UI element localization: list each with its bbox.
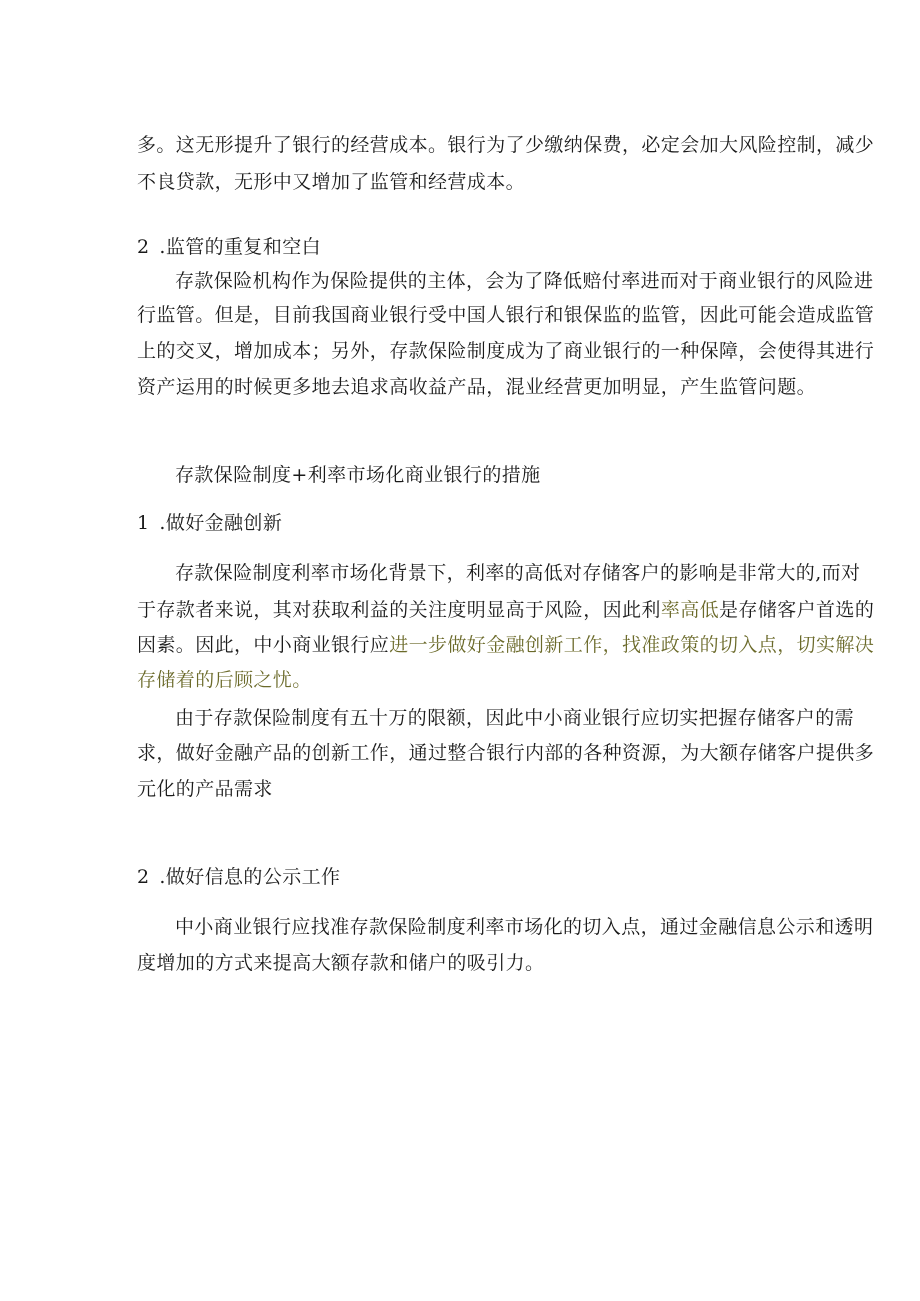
text-run: 于存款者来说，其对获取利益的关注度明显高于风险，因此利 bbox=[137, 599, 661, 621]
highlighted-text: 存储着的后顾之忧。 bbox=[137, 669, 312, 691]
paragraph-line bbox=[137, 632, 874, 658]
paragraph-line: 中小商业银行应找准存款保险制度利率市场化的切入点，通过金融信息公示和透明 bbox=[175, 916, 874, 938]
section-heading: 2 .监管的重复和空白 bbox=[137, 236, 322, 258]
text-run: 因素。因此，中小商业银行应 bbox=[137, 634, 390, 656]
section-heading: 1 .做好金融创新 bbox=[137, 512, 283, 534]
section-heading: 2 .做好信息的公示工作 bbox=[137, 866, 341, 888]
paragraph-line: 存款保险制度利率市场化背景下，利率的高低对存储客户的影响是非常大的,而对 bbox=[175, 562, 861, 584]
paragraph-line: 元化的产品需求 bbox=[137, 778, 273, 800]
section-title: 存款保险制度+利率市场化商业银行的措施 bbox=[175, 464, 541, 486]
paragraph-line: 由于存款保险制度有五十万的限额，因此中小商业银行应切实把握存储客户的需 bbox=[175, 707, 855, 729]
paragraph-line: 存款保险机构作为保险提供的主体，会为了降低赔付率进而对于商业银行的风险进 bbox=[175, 270, 874, 292]
highlighted-text: 率高低 bbox=[660, 599, 720, 621]
paragraph-line: 多。这无形提升了银行的经营成本。银行为了少缴纳保费，必定会加大风险控制，减少 bbox=[137, 134, 875, 156]
paragraph-line: 求，做好金融产品的创新工作，通过整合银行内部的各种资源，为大额存储客户提供多 bbox=[137, 742, 875, 764]
paragraph-line: 度增加的方式来提高大额存款和储户的吸引力。 bbox=[137, 952, 545, 974]
paragraph-line: 资产运用的时候更多地去追求高收益产品，混业经营更加明显，产生监管问题。 bbox=[137, 376, 817, 398]
paragraph-line: 上的交叉，增加成本；另外，存款保险制度成为了商业银行的一种保障，会使得其进行 bbox=[137, 340, 875, 362]
paragraph-line: 不良贷款，无形中又增加了监管和经营成本。 bbox=[137, 171, 526, 193]
highlighted-text: 进一步做好金融创新工作，找准政策的切入点，切实解决 bbox=[389, 634, 875, 656]
text-run: 是存储客户首选的 bbox=[719, 599, 875, 621]
paragraph-line: 行监管。但是，目前我国商业银行受中国人银行和银保监的监管，因此可能会造成监管 bbox=[137, 304, 875, 326]
paragraph-line bbox=[137, 597, 874, 623]
